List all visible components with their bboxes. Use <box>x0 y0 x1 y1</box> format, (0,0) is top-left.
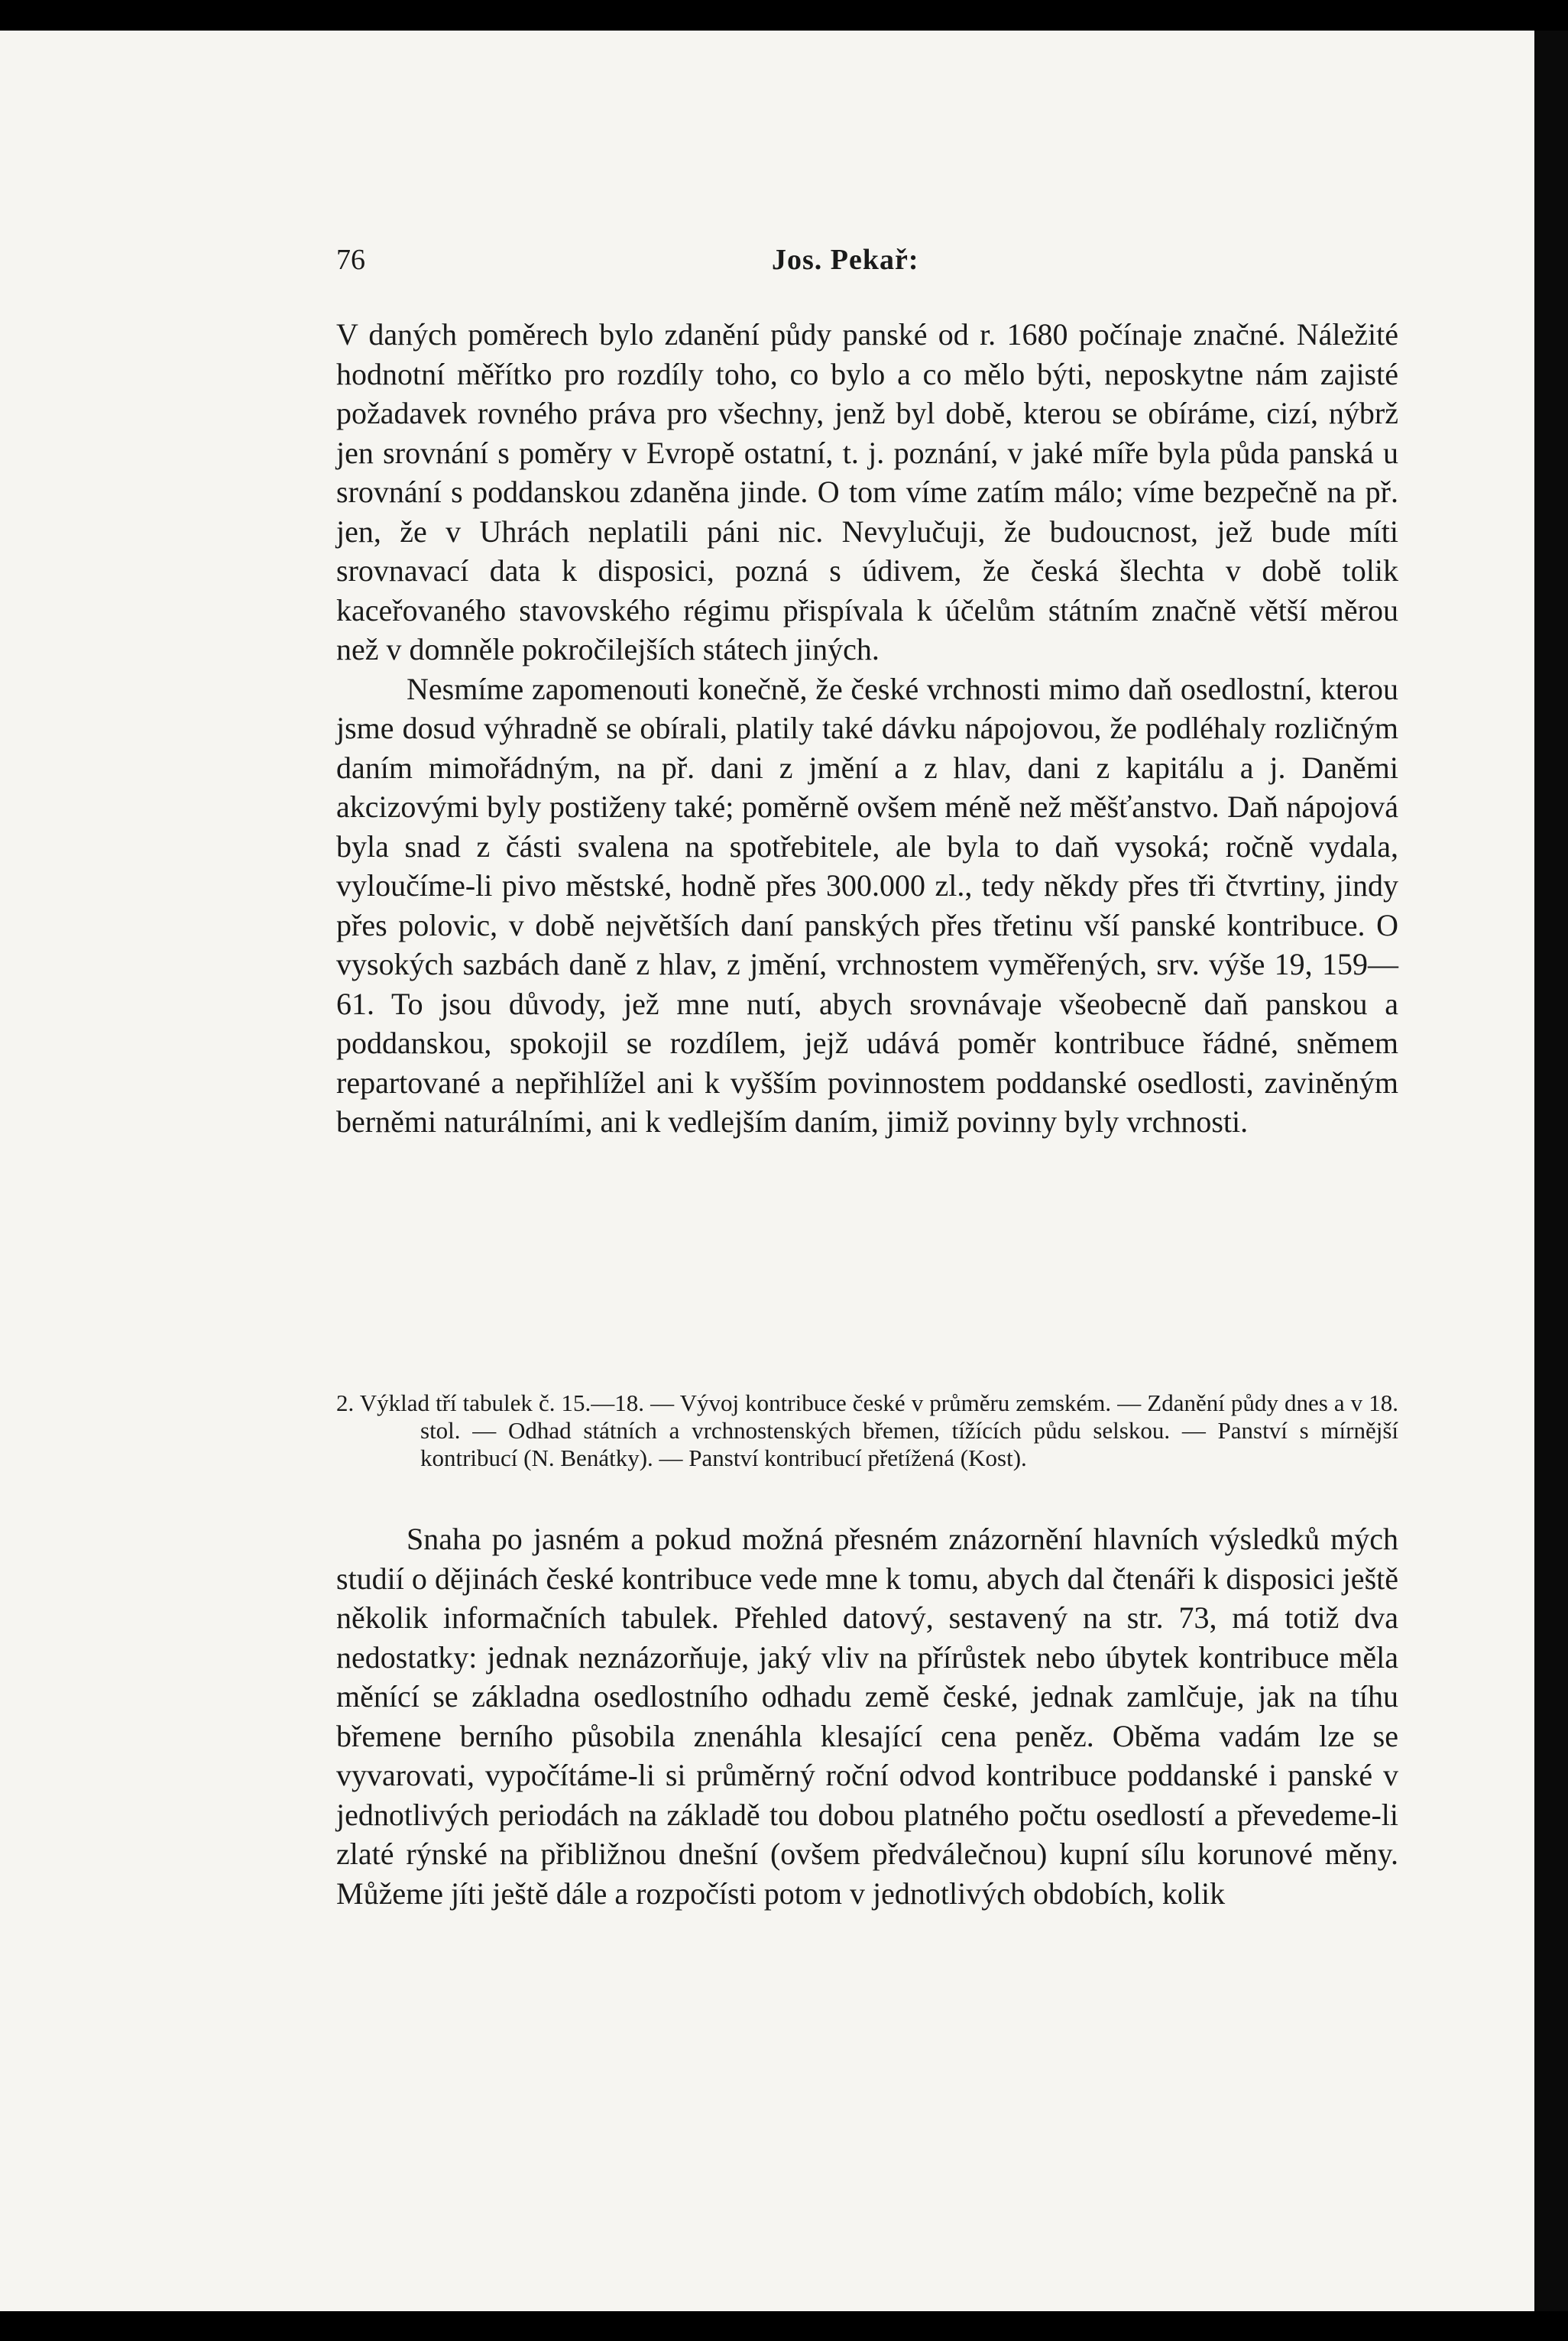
paragraph: Nesmíme zapomenouti konečně, že české vrchnosti mimo daň osedlostní, kterou jsme dosud výhradně se obírali, platily také dávku nápojovou, že podléhaly rozličným daním mimořádným, na př. dani z jmění a z hlav, dani z kapitálu a j. Daněmi akcizovými byly postiženy také; poměrně ovšem méně než měšťanstvo. Daň nápojová byla snad z části svalena na spotřebitele, ale byla to daň vysoká; ročně vydala, vyloučíme-li pivo městské, hodně přes 300.000 zl., tedy někdy přes tři čtvrtiny, jindy přes polovic, v době největších daní panských přes třetinu vší panské kontribuce. O vysokých sazbách daně z hlav, z jmění, vrchnostem vyměřených, srv. výše 19, 159—61. To jsou důvody, jež mne nutí, abych srovnávaje všeobecně daň panskou a poddanskou, spokojil se rozdílem, jejž udává poměr kontribuce řádné, sněmem repartované a nepřihlížel ani k vyšším povinnostem poddanské osedlosti, zaviněným berněmi naturálními, ani k vedlejším daním, jimiž povinny byly vrchnosti. <box>336 671 1398 1139</box>
scan-edge <box>1534 31 1568 2311</box>
paragraph: Snaha po jasném a pokud možná přesném znázornění hlavních výsledků mých studií o dějinách české kontribuce vede mne k tomu, abych dal čtenáři k disposici ještě několik informačních tabulek. Přehled datový, sestavený na str. 73, má totiž dva nedostatky: jednak neznázorňuje, jaký vliv na přírůstek nebo úbytek kontribuce měla měnící se základna osedlostního odhadu země české, jednak zamlčuje, jak na tíhu břemene berního působila znenáhla klesající cena peněz. Oběma vadám lze se vyvarovati, vypočítáme-li si průměrný roční odvod kontribuce poddanské i panské v jednotlivých periodách na základě tou dobou platného počtu osedlostí a převedeme-li zlaté rýnské na přibližnou dnešní (ovšem předválečnou) kupní sílu korunové měny. Můžeme jíti ještě dále a rozpočísti potom v jednotlivých obdobích, kolik <box>336 1522 1398 1911</box>
body-text-part1 <box>336 315 1398 1142</box>
body-text-part2 <box>336 1519 1398 1913</box>
paragraph: V daných poměrech bylo zdanění půdy panské od r. 1680 počínaje značné. Náležité hodnotní měřítko pro rozdíly toho, co bylo a co mělo býti, neposkytne nám zajisté požadavek rovného práva pro všechny, jenž byl době, kterou se obíráme, cizí, nýbrž jen srovnání s poměry v Evropě ostatní, t. j. poznání, v jaké míře byla půda panská u srovnání s poddanskou zdaněna jinde. O tom víme zatím málo; víme bezpečně na př. jen, že v Uhrách neplatili páni nic. Nevylučuji, že budoucnost, jež bude míti srovnavací data k disposici, pozná s údivem, že česká šlechta v době tolik kaceřovaného stavovského régimu přispívala k účelům státním značně větší měrou než v domněle pokročilejších státech jiných. <box>336 317 1398 666</box>
running-head: Jos. Pekař: <box>772 244 919 276</box>
section-summary: 2. Výklad tří tabulek č. 15.—18. — Vývoj kontribuce české v průměru zemském. — Zdanění půdy dnes a v 18. stol. — Odhad státních a vrchnostenských břemen, tížících půdu selskou. — Panství s mírnější kontribucí (N. Benátky). — Panství kontribucí přetížená (Kost). <box>336 1389 1398 1471</box>
page-header <box>336 243 1421 281</box>
page-number: 76 <box>336 244 365 276</box>
